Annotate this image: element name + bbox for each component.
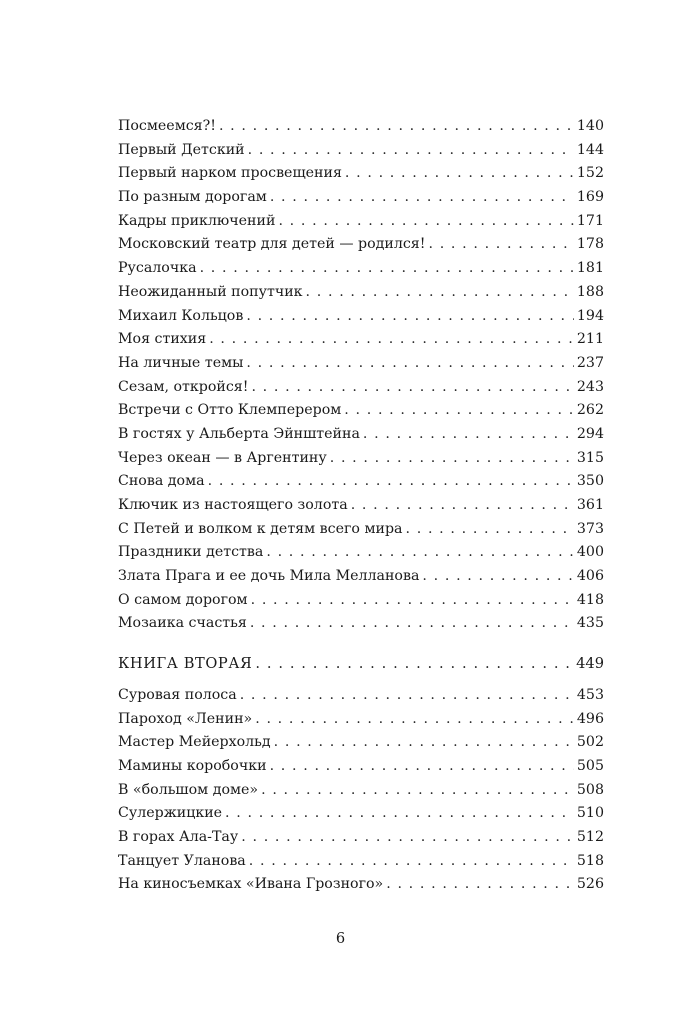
toc-section-part1 bbox=[118, 118, 604, 639]
dot-leader bbox=[428, 236, 573, 252]
dot-leader bbox=[219, 118, 574, 134]
dot-leader bbox=[330, 450, 574, 466]
toc-entry bbox=[118, 592, 604, 616]
dot-leader bbox=[248, 142, 574, 158]
dot-leader bbox=[363, 426, 574, 442]
toc-entry bbox=[118, 853, 604, 877]
toc-entry bbox=[118, 379, 604, 403]
toc-entry-title: Сезам, откройся! bbox=[118, 378, 249, 395]
dot-leader bbox=[240, 687, 574, 703]
toc-entry-page: 194 bbox=[576, 307, 604, 324]
toc-entry bbox=[118, 284, 604, 308]
toc-entry-title: На киносъемках «Ивана Грозного» bbox=[118, 876, 384, 893]
toc-entry-title: Ключик из настоящего золота bbox=[118, 497, 348, 513]
toc-entry-page: 406 bbox=[576, 568, 604, 585]
dot-leader bbox=[249, 853, 574, 869]
toc-entry-title: Русалочка bbox=[118, 260, 197, 277]
toc-entry-page: 144 bbox=[576, 141, 604, 158]
dot-leader bbox=[261, 782, 574, 798]
dot-leader bbox=[351, 497, 574, 513]
toc-entry-page: 418 bbox=[576, 591, 604, 608]
toc-entry-page: 171 bbox=[576, 212, 604, 229]
dot-leader bbox=[270, 758, 574, 774]
toc-entry-page: 518 bbox=[576, 852, 604, 869]
toc-entry bbox=[118, 758, 604, 782]
toc-entry bbox=[118, 426, 604, 450]
toc-section-part2 bbox=[118, 687, 604, 900]
dot-leader bbox=[225, 805, 574, 821]
toc-entry-title: Моя стихия bbox=[118, 331, 207, 348]
dot-leader bbox=[306, 284, 574, 300]
dot-leader bbox=[208, 473, 574, 489]
dot-leader bbox=[246, 355, 573, 371]
toc-entry-page: 140 bbox=[576, 118, 604, 134]
dot-leader bbox=[278, 213, 573, 229]
toc-entry-page: 510 bbox=[576, 805, 604, 822]
toc-entry-title: Сулержицкие bbox=[118, 805, 223, 822]
toc-entry-page: 373 bbox=[576, 520, 604, 537]
toc-entry-title: Злата Прага и ее дочь Мила Мелланова bbox=[118, 568, 420, 585]
dot-leader bbox=[386, 876, 574, 892]
toc-entry-page: 178 bbox=[576, 236, 604, 253]
toc-entry-page: 361 bbox=[576, 497, 604, 513]
dot-leader bbox=[241, 829, 574, 845]
toc-entry-title: Московский театр для детей — родился! bbox=[118, 236, 426, 253]
toc-entry-title: На личные темы bbox=[118, 354, 244, 371]
toc-entry-page: 152 bbox=[576, 165, 604, 182]
toc-entry-page: 502 bbox=[576, 734, 604, 751]
toc-entry bbox=[118, 213, 604, 237]
toc-entry-page: 505 bbox=[576, 757, 604, 774]
toc-entry bbox=[118, 260, 604, 284]
dot-leader bbox=[246, 308, 574, 324]
dot-leader bbox=[209, 331, 574, 347]
toc-entry bbox=[118, 568, 604, 592]
toc-entry-page: 211 bbox=[576, 331, 604, 348]
toc-entry-title: Суровая полоса bbox=[118, 686, 237, 703]
toc-entry-title: С Петей и волком к детям всего мира bbox=[118, 520, 403, 537]
toc-entry-title: Первый нарком просвещения bbox=[118, 165, 342, 182]
toc-entry-title: Пароход «Ленин» bbox=[118, 710, 253, 727]
toc-entry-title: Мозаика счастья bbox=[118, 615, 247, 632]
page-number: 6 bbox=[335, 930, 346, 947]
toc-entry bbox=[118, 876, 604, 900]
toc-entry-page: 350 bbox=[576, 473, 604, 490]
table-of-contents bbox=[118, 118, 604, 900]
toc-entry bbox=[118, 236, 604, 260]
toc-entry-title: Посмеемся?! bbox=[118, 118, 216, 134]
dot-leader bbox=[200, 260, 574, 276]
toc-entry-page: 496 bbox=[576, 710, 604, 727]
toc-entry-page: 169 bbox=[576, 189, 604, 206]
toc-entry bbox=[118, 402, 604, 426]
toc-entry-title: По разным дорогам bbox=[118, 189, 267, 206]
dot-leader bbox=[255, 711, 574, 727]
toc-entry bbox=[118, 189, 604, 213]
toc-entry bbox=[118, 615, 604, 639]
dot-leader bbox=[255, 655, 573, 672]
dot-leader bbox=[250, 615, 574, 631]
toc-entry-title: Праздники детства bbox=[118, 544, 264, 561]
toc-entry-page: 237 bbox=[576, 354, 604, 371]
toc-entry bbox=[118, 805, 604, 829]
book-two-title: КНИГА ВТОРАЯ bbox=[118, 655, 253, 673]
toc-entry bbox=[118, 165, 604, 189]
toc-entry-page: 188 bbox=[576, 283, 604, 300]
dot-leader bbox=[344, 402, 574, 418]
toc-entry-title: Кадры приключений bbox=[118, 212, 276, 229]
toc-entry-title: Первый Детский bbox=[118, 141, 245, 158]
toc-entry bbox=[118, 142, 604, 166]
toc-entry bbox=[118, 450, 604, 474]
book-two-heading bbox=[118, 655, 604, 679]
dot-leader bbox=[406, 521, 574, 537]
dot-leader bbox=[345, 165, 574, 181]
toc-entry-page: 262 bbox=[576, 402, 604, 419]
toc-entry-title: Михаил Кольцов bbox=[118, 307, 244, 324]
dot-leader bbox=[270, 189, 574, 205]
toc-entry-title: В гостях у Альберта Эйнштейна bbox=[118, 425, 360, 442]
dot-leader bbox=[266, 544, 574, 560]
toc-entry bbox=[118, 118, 604, 142]
toc-entry-page: 526 bbox=[576, 876, 604, 893]
book-two-page: 449 bbox=[576, 655, 604, 673]
toc-entry-page: 508 bbox=[576, 781, 604, 798]
toc-entry bbox=[118, 782, 604, 806]
toc-entry-title: Встречи с Отто Клемперером bbox=[118, 402, 342, 419]
toc-entry-page: 400 bbox=[576, 544, 604, 561]
toc-entry-title: В «большом доме» bbox=[118, 781, 259, 798]
toc-entry-page: 512 bbox=[576, 828, 604, 845]
toc-entry bbox=[118, 829, 604, 853]
toc-entry bbox=[118, 521, 604, 545]
toc-entry bbox=[118, 308, 604, 332]
toc-entry-title: О самом дорогом bbox=[118, 591, 248, 608]
toc-entry bbox=[118, 473, 604, 497]
toc-entry bbox=[118, 711, 604, 735]
toc-entry-title: Через океан — в Аргентину bbox=[118, 449, 327, 466]
dot-leader bbox=[251, 592, 574, 608]
toc-entry bbox=[118, 687, 604, 711]
dot-leader bbox=[251, 379, 573, 395]
toc-entry-title: Мамины коробочки bbox=[118, 757, 267, 774]
toc-entry-title: В горах Ала-Тау bbox=[118, 828, 239, 845]
toc-entry-page: 294 bbox=[576, 425, 604, 442]
toc-entry bbox=[118, 497, 604, 521]
toc-entry-page: 243 bbox=[576, 378, 604, 395]
dot-leader bbox=[422, 568, 573, 584]
toc-entry bbox=[118, 331, 604, 355]
toc-entry bbox=[118, 355, 604, 379]
toc-entry-page: 315 bbox=[576, 449, 604, 466]
toc-entry-title: Неожиданный попутчик bbox=[118, 283, 303, 300]
toc-entry-page: 181 bbox=[576, 260, 604, 277]
toc-entry-title: Танцует Уланова bbox=[118, 852, 246, 869]
dot-leader bbox=[274, 734, 574, 750]
toc-entry-page: 453 bbox=[576, 686, 604, 703]
toc-entry-title: Снова дома bbox=[118, 473, 205, 490]
toc-entry-page: 435 bbox=[576, 615, 604, 632]
toc-entry bbox=[118, 734, 604, 758]
toc-entry bbox=[118, 544, 604, 568]
toc-entry-title: Мастер Мейерхольд bbox=[118, 734, 271, 751]
